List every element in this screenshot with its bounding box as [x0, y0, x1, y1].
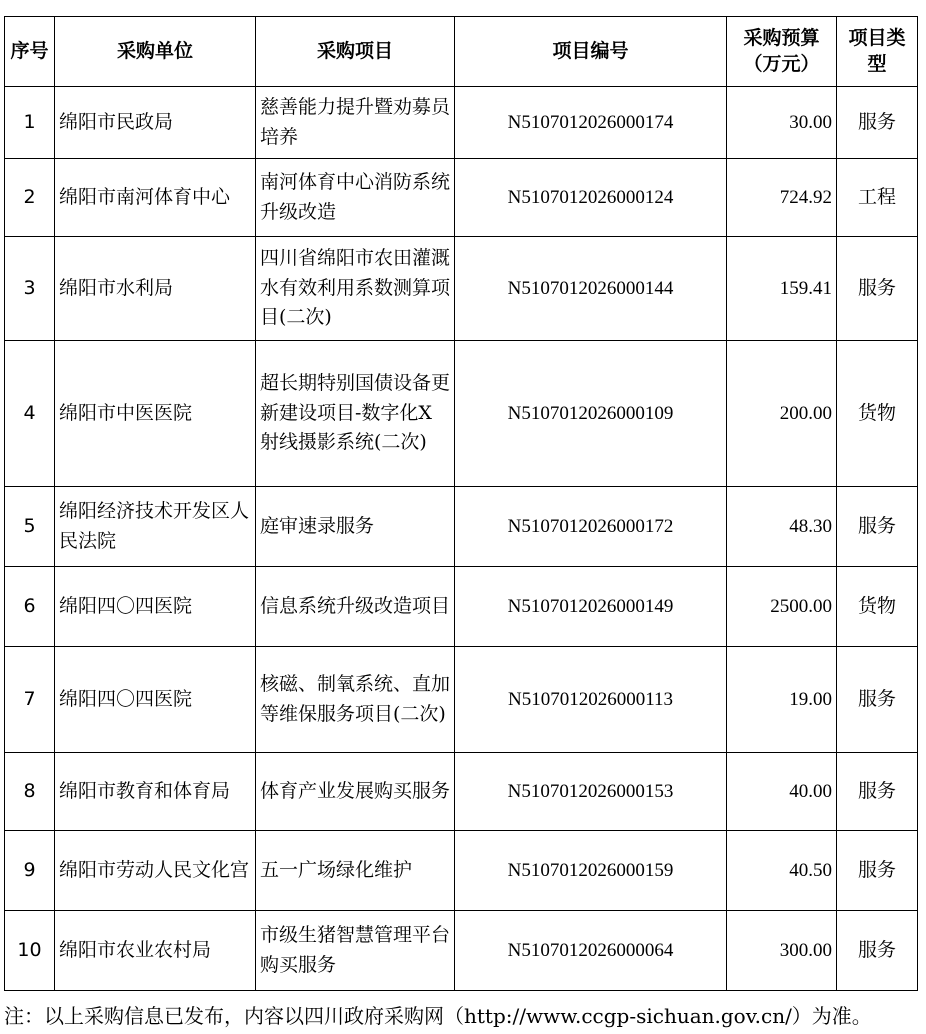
- header-budget: 采购预算（万元）: [727, 17, 837, 87]
- row-unit: 绵阳四〇四医院: [55, 567, 256, 647]
- row-type: 服务: [837, 831, 918, 911]
- row-no: 10: [5, 911, 55, 991]
- row-project: 超长期特别国债设备更新建设项目-数字化X射线摄影系统(二次): [256, 341, 455, 487]
- table-row: [5, 831, 918, 911]
- row-unit: 绵阳市教育和体育局: [55, 753, 256, 831]
- header-no: 序号: [5, 17, 55, 87]
- header-unit: 采购单位: [55, 17, 256, 87]
- row-code: N5107012026000109: [455, 341, 727, 487]
- row-unit: 绵阳市南河体育中心: [55, 159, 256, 237]
- row-type: 服务: [837, 753, 918, 831]
- row-no: 6: [5, 567, 55, 647]
- row-no: 7: [5, 647, 55, 753]
- row-no: 1: [5, 87, 55, 159]
- table-row: [5, 159, 918, 237]
- row-project: 庭审速录服务: [256, 487, 455, 567]
- row-budget: 40.00: [727, 753, 837, 831]
- row-type: 服务: [837, 237, 918, 341]
- row-project: 市级生猪智慧管理平台购买服务: [256, 911, 455, 991]
- row-code: N5107012026000113: [455, 647, 727, 753]
- row-no: 5: [5, 487, 55, 567]
- row-no: 9: [5, 831, 55, 911]
- row-type: 货物: [837, 567, 918, 647]
- row-no: 3: [5, 237, 55, 341]
- table-row: [5, 487, 918, 567]
- row-no: 8: [5, 753, 55, 831]
- row-code: N5107012026000124: [455, 159, 727, 237]
- row-unit: 绵阳市民政局: [55, 87, 256, 159]
- header-project: 采购项目: [256, 17, 455, 87]
- header-type: 项目类型: [837, 17, 918, 87]
- row-type: 服务: [837, 87, 918, 159]
- row-budget: 724.92: [727, 159, 837, 237]
- row-type: 工程: [837, 159, 918, 237]
- row-project: 慈善能力提升暨劝募员培养: [256, 87, 455, 159]
- row-project: 信息系统升级改造项目: [256, 567, 455, 647]
- row-project: 南河体育中心消防系统升级改造: [256, 159, 455, 237]
- row-code: N5107012026000153: [455, 753, 727, 831]
- table-row: [5, 87, 918, 159]
- row-unit: 绵阳市农业农村局: [55, 911, 256, 991]
- row-project: 四川省绵阳市农田灌溉水有效利用系数测算项目(二次): [256, 237, 455, 341]
- row-budget: 40.50: [727, 831, 837, 911]
- row-project: 五一广场绿化维护: [256, 831, 455, 911]
- row-type: 服务: [837, 647, 918, 753]
- row-type: 服务: [837, 911, 918, 991]
- row-code: N5107012026000174: [455, 87, 727, 159]
- row-code: N5107012026000064: [455, 911, 727, 991]
- row-project: 核磁、制氧系统、直加等维保服务项目(二次): [256, 647, 455, 753]
- table-row: [5, 647, 918, 753]
- row-unit: 绵阳市中医医院: [55, 341, 256, 487]
- row-budget: 159.41: [727, 237, 837, 341]
- row-unit: 绵阳四〇四医院: [55, 647, 256, 753]
- table-row: [5, 753, 918, 831]
- table-header-row: [5, 17, 918, 87]
- table-row: [5, 237, 918, 341]
- row-unit: 绵阳经济技术开发区人民法院: [55, 487, 256, 567]
- row-budget: 19.00: [727, 647, 837, 753]
- row-unit: 绵阳市劳动人民文化宫: [55, 831, 256, 911]
- table-row: [5, 567, 918, 647]
- footnote: 注：以上采购信息已发布，内容以四川政府采购网（http://www.ccgp-sichuan.gov.cn/）为准。: [4, 1004, 872, 1028]
- row-budget: 300.00: [727, 911, 837, 991]
- row-code: N5107012026000144: [455, 237, 727, 341]
- row-type: 服务: [837, 487, 918, 567]
- row-code: N5107012026000149: [455, 567, 727, 647]
- row-no: 4: [5, 341, 55, 487]
- table-row: [5, 341, 918, 487]
- row-budget: 200.00: [727, 341, 837, 487]
- row-no: 2: [5, 159, 55, 237]
- row-budget: 48.30: [727, 487, 837, 567]
- row-project: 体育产业发展购买服务: [256, 753, 455, 831]
- row-budget: 2500.00: [727, 567, 837, 647]
- row-code: N5107012026000159: [455, 831, 727, 911]
- row-unit: 绵阳市水利局: [55, 237, 256, 341]
- row-code: N5107012026000172: [455, 487, 727, 567]
- table-row: [5, 911, 918, 991]
- row-budget: 30.00: [727, 87, 837, 159]
- header-code: 项目编号: [455, 17, 727, 87]
- row-type: 货物: [837, 341, 918, 487]
- procurement-table: [4, 16, 918, 991]
